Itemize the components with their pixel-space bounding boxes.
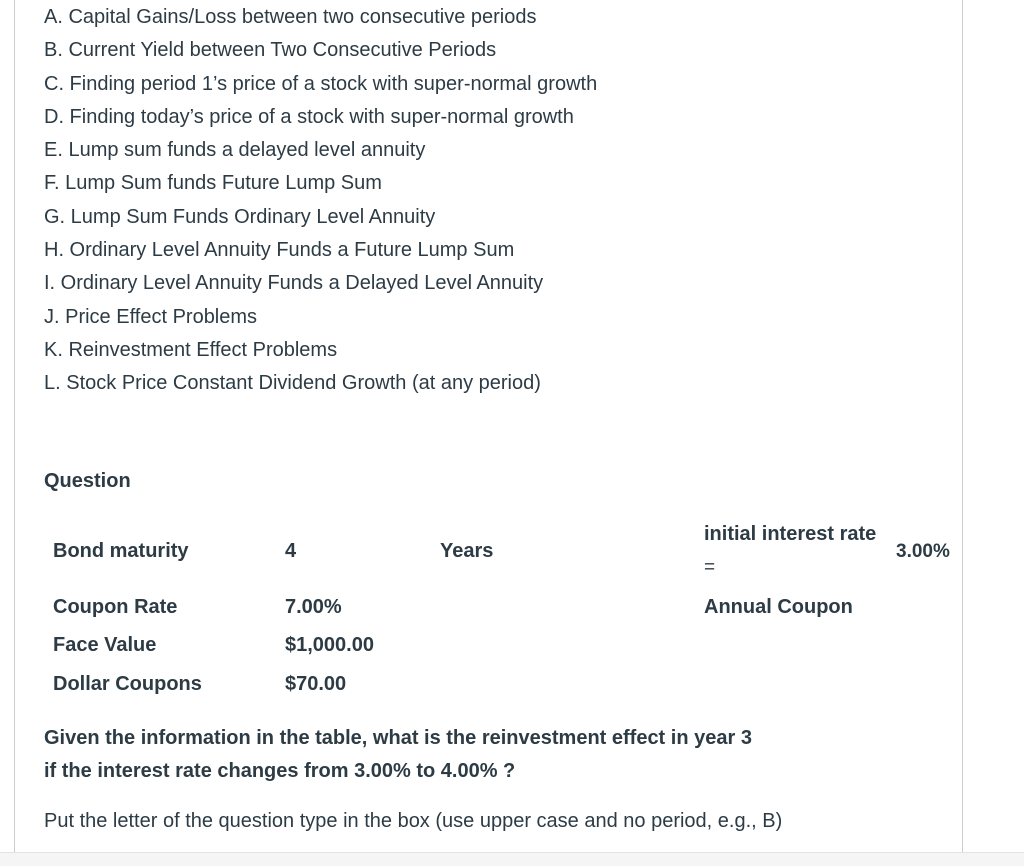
initial-interest-rate-value: 3.00% — [896, 541, 950, 562]
question-type-list — [44, 5, 597, 405]
content-right-border — [962, 0, 963, 865]
question-type-item: J. Price Effect Problems — [44, 305, 258, 328]
bottom-edge — [0, 852, 1024, 866]
question-type-item: A. Capital Gains/Loss between two consecutive periods — [44, 6, 537, 28]
initial-interest-rate-equals: = — [704, 557, 716, 578]
question-type-item: D. Finding today’s price of a stock with super-normal growth — [44, 105, 574, 128]
content-left-border — [14, 0, 15, 865]
bond-maturity-label: Bond maturity — [53, 540, 189, 562]
question-prompt-line-2: if the interest rate changes from 3.00% to 4.00% ? — [44, 760, 516, 782]
annual-coupon-label: Annual Coupon — [704, 596, 853, 618]
question-type-item: I. Ordinary Level Annuity Funds a Delayed Level Annuity — [44, 272, 544, 295]
answer-instruction: Put the letter of the question type in the box (use upper case and no period, e.g., B) — [44, 810, 783, 832]
dollar-coupons-label: Dollar Coupons — [53, 673, 202, 695]
bond-maturity-unit: Years — [440, 540, 494, 562]
question-type-item: G. Lump Sum Funds Ordinary Level Annuity — [44, 205, 436, 228]
question-type-item: H. Ordinary Level Annuity Funds a Future Lump Sum — [44, 239, 515, 262]
question-type-item: C. Finding period 1’s price of a stock with super-normal growth — [44, 72, 598, 95]
coupon-rate-value: 7.00% — [285, 596, 342, 618]
question-type-item: F. Lump Sum funds Future Lump Sum — [44, 172, 382, 195]
question-heading: Question — [44, 470, 131, 492]
coupon-rate-label: Coupon Rate — [53, 596, 178, 618]
initial-interest-rate-label: initial interest rate — [704, 523, 877, 545]
face-value-value: $1,000.00 — [285, 634, 374, 656]
question-type-item: E. Lump sum funds a delayed level annuity — [44, 139, 426, 162]
question-prompt-line-1: Given the information in the table, what is the reinvestment effect in year 3 — [44, 727, 752, 749]
question-type-item: B. Current Yield between Two Consecutive Periods — [44, 39, 497, 62]
bond-maturity-value: 4 — [285, 540, 297, 562]
dollar-coupons-value: $70.00 — [285, 673, 347, 695]
face-value-label: Face Value — [53, 634, 157, 656]
question-type-item: L. Stock Price Constant Dividend Growth (at any period) — [44, 372, 541, 395]
question-type-item: K. Reinvestment Effect Problems — [44, 338, 338, 361]
